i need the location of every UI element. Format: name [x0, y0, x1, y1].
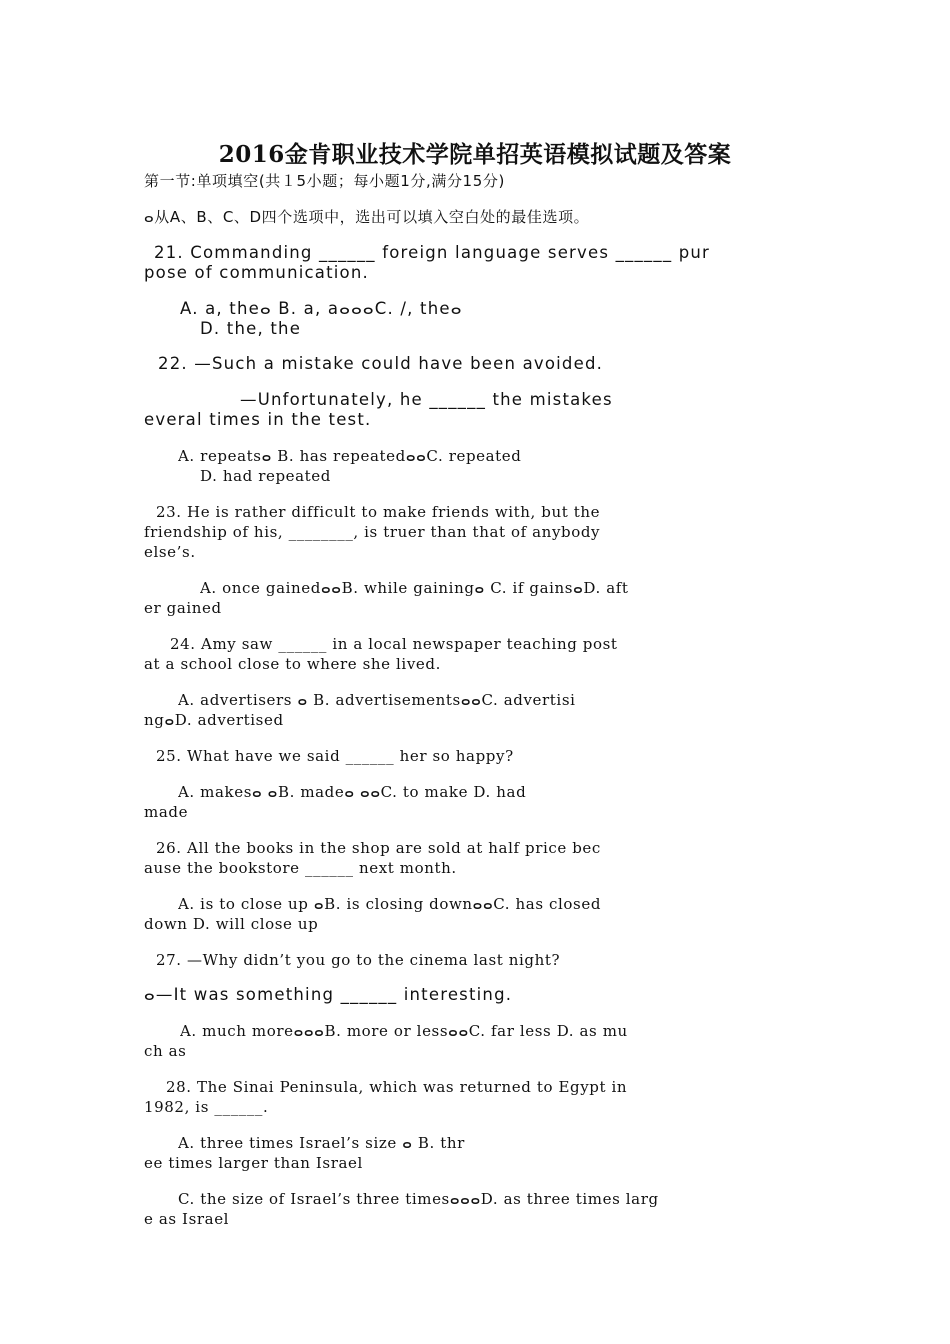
option-line: A. once gainedⴰⴰB. while gainingⴰ C. if gainsⴰD. aft — [200, 579, 629, 597]
option-line: A. advertisers ⴰ B. advertisementsⴰⴰC. advertisi — [178, 691, 576, 709]
question-line: 27. —Why didn’t you go to the cinema last night? — [156, 951, 561, 969]
option-line: ee times larger than Israel — [144, 1154, 363, 1172]
question-line: ause the bookstore ______ next month. — [144, 859, 457, 877]
question-line: 28. The Sinai Peninsula, which was returned to Egypt in — [166, 1078, 628, 1096]
option-line: D. had repeated — [200, 467, 331, 485]
page-title: 2016金肯职业技术学院单招英语模拟试题及答案 — [218, 141, 732, 168]
question-line: everal times in the test. — [144, 410, 372, 429]
question-line: 1982, is ______. — [144, 1098, 269, 1116]
question-line: else’s. — [144, 543, 196, 561]
question-line: at a school close to where she lived. — [144, 655, 441, 673]
option-line: er gained — [144, 599, 222, 617]
question-line: 24. Amy saw ______ in a local newspaper teaching post — [170, 635, 618, 653]
option-line: A. three times Israel’s size ⴰ B. thr — [178, 1134, 465, 1152]
option-line: C. the size of Israel’s three timesⴰⴰⴰD. as three times larg — [178, 1190, 659, 1208]
question-line: —Unfortunately, he ______ the mistakes — [240, 390, 613, 409]
option-line: A. makesⴰ ⴰB. madeⴰ ⴰⴰC. to make D. had — [178, 783, 527, 801]
instruction-text: ⴰ从A、B、C、D四个选项中，选出可以填入空白处的最佳选项。 — [144, 208, 590, 226]
option-line: A. a, theⴰ B. a, aⴰⴰⴰC. /, theⴰ — [180, 299, 463, 318]
question-line: 25. What have we said ______ her so happy? — [156, 747, 514, 765]
question-line: friendship of his, ________, is truer than that of anybody — [144, 523, 601, 541]
option-line: A. is to close up ⴰB. is closing downⴰⴰC. has closed — [178, 895, 602, 913]
question-line: 22. —Such a mistake could have been avoided. — [158, 354, 604, 373]
section-heading: 第一节:单项填空(共１5小题；每小题1分,满分15分) — [144, 172, 505, 190]
option-line: A. repeatsⴰ B. has repeatedⴰⴰC. repeated — [178, 447, 522, 465]
question-line: 26. All the books in the shop are sold at half price bec — [156, 839, 601, 857]
question-line: 23. He is rather difficult to make friends with, but the — [156, 503, 601, 521]
option-line: A. much moreⴰⴰⴰB. more or lessⴰⴰC. far less D. as mu — [180, 1022, 628, 1040]
option-line: made — [144, 803, 189, 821]
option-line: ch as — [144, 1042, 187, 1060]
option-line: down D. will close up — [144, 915, 319, 933]
question-line: pose of communication. — [144, 263, 369, 282]
option-line: D. the, the — [200, 319, 302, 338]
question-line: ⴰ—It was something ______ interesting. — [144, 985, 513, 1004]
option-line: ngⴰD. advertised — [144, 711, 284, 729]
option-line: e as Israel — [144, 1210, 230, 1228]
question-line: 21. Commanding ______ foreign language serves ______ pur — [154, 243, 711, 262]
